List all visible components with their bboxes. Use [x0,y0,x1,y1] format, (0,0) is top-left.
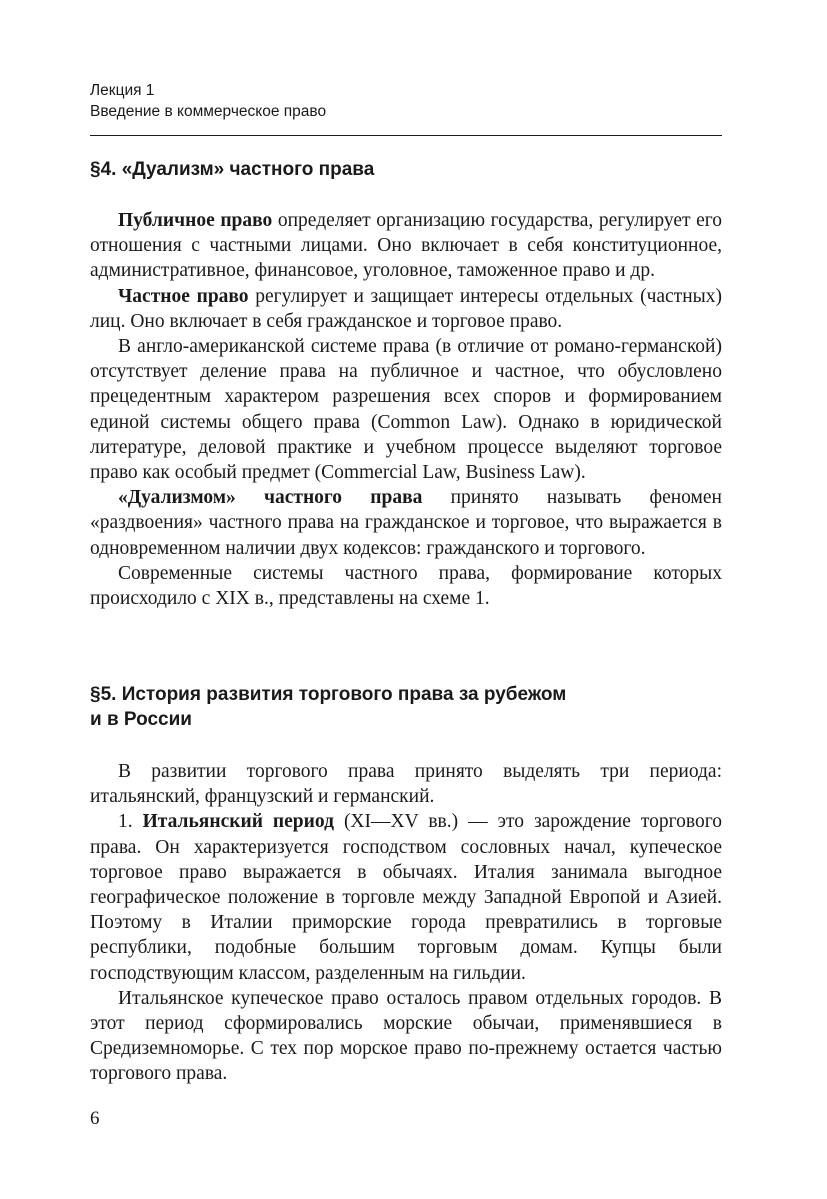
paragraph-italian-merchant-law: Итальянское купеческое право осталось правом отдельных городов. В этот период сформировались морские обычаи, применявшиеся в Средиземноморье. С тех пор морское право по-прежнему остается частью торгового права. [90,987,722,1085]
section-5-body [90,759,722,1087]
paragraph-modern-systems: Современные системы частного права, формирование которых происходило с XIX в., представлены на схеме 1. [90,562,722,610]
paragraph-anglo-american: В англо-американской системе права (в отличие от романо-германской) отсутствует деление права на публичное и частное, что обусловлено прецедентным характером разрешения всех споров и формированием единой системы общего права (Common Law). Однако в юридической литературе, деловой практике и учебном процессе выделяют торговое право как особый предмет (Commercial Law, Business Law). [90,336,722,484]
section-4-heading: §4. «Дуализм» частного права [90,159,375,180]
section-5-heading: §5. История развития торгового права за рубежом и в России [90,684,567,730]
term-dualism: «Дуализмом» частного права [118,487,423,509]
paragraph-italian-period: 1. Итальянский период (XI—XV вв.) — это зарождение торгового права. Он характеризуется господством сословных начал, купеческое торговое право выражается в обычаях. Италия занимала выгодное географическое положение в торговле между Западной Европой и Азией. Поэтому в Италии приморские города превратились в торговые республики, подобные большим торговым домам. Купцы были господствующим классом, разделенным на гильдии. [90,811,723,984]
term-italian-period: Итальянский период [142,811,334,833]
term-private-law: Частное право [118,285,249,307]
running-head-title: Введение в коммерческое право [90,103,327,120]
header-divider [90,135,722,136]
page-number: 6 [90,1108,100,1129]
running-head-lecture: Лекция 1 [90,82,155,99]
paragraph-private-law: Частное право регулирует и защищает интересы отдельных (частных) лиц. Оно включает в себя гражданское и торговое право. [90,285,722,332]
term-public-law: Публичное право [118,210,273,231]
section-4-body [90,208,722,611]
running-head [90,80,720,122]
paragraph-public-law: Публичное право определяет организацию государства, регулирует его отношения с частными лицами. Оно включает в себя конституционное, административное, финансовое, уголовное, таможенное право и др. [90,210,722,282]
paragraph-periods: В развитии торгового права принято выделять три периода: итальянский, французский и германский. [90,761,722,808]
paragraph-dualism: «Дуализмом» частного права принято называть феномен «раздвоения» частного права на гражданское и торговое, что выражается в одновременном наличии двух кодексов: гражданского и торгового. [90,487,722,559]
